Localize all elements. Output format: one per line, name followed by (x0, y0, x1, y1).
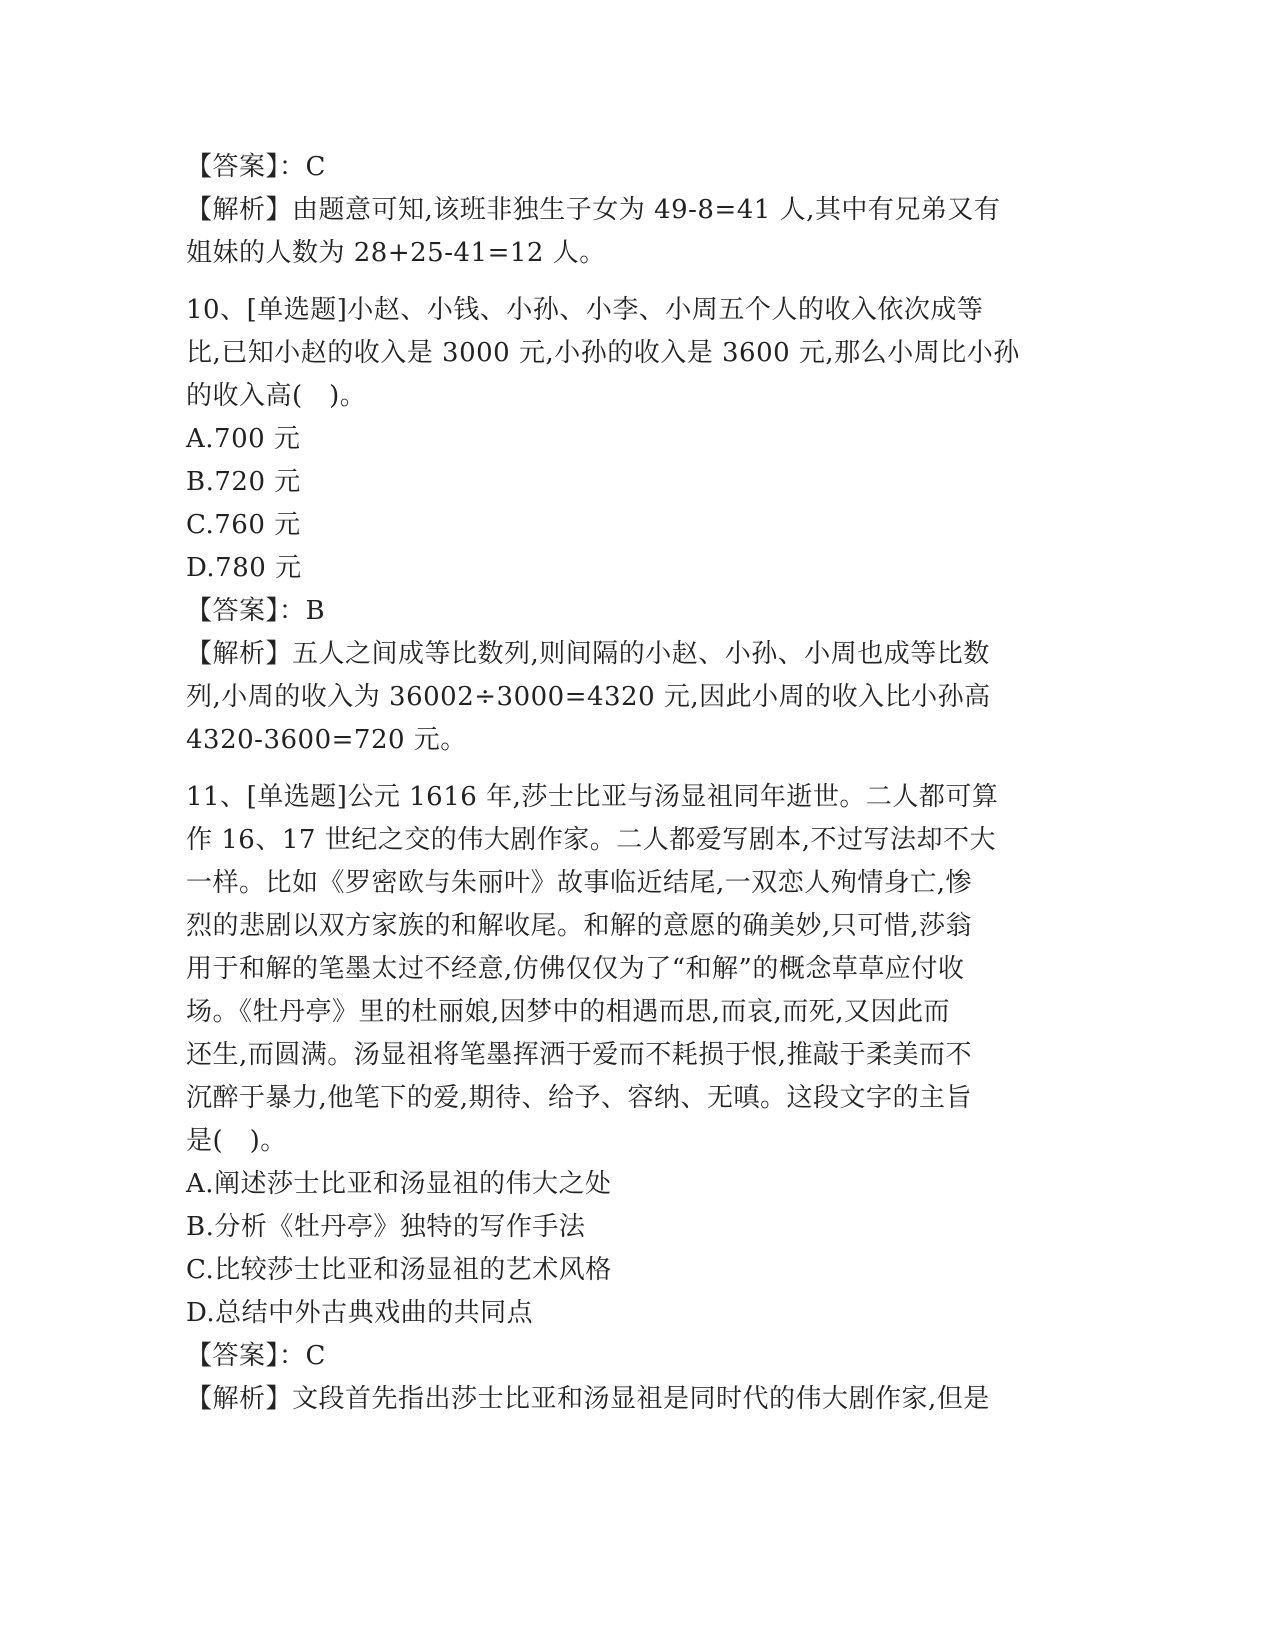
question-stem-line: 场。《牡丹亭》里的杜丽娘,因梦中的相遇而思,而哀,而死,又因此而 (186, 997, 951, 1027)
question-stem-line: 的收入高( )。 (186, 381, 367, 411)
option-c: C.760 元 (186, 510, 301, 540)
question-stem-line: 11、[单选题]公元 1616 年,莎士比亚与汤显祖同年逝世。二人都可算 (186, 782, 999, 812)
analysis-line: 4320-3600=720 元。 (186, 725, 467, 755)
option-a: A.阐述莎士比亚和汤显祖的伟大之处 (186, 1169, 612, 1199)
question-stem-line: 10、[单选题]小赵、小钱、小孙、小李、小周五个人的收入依次成等 (186, 295, 984, 325)
analysis-line: 【解析】文段首先指出莎士比亚和汤显祖是同时代的伟大剧作家,但是 (186, 1384, 990, 1414)
question-9-block (186, 146, 1086, 275)
question-10-block (186, 289, 1086, 762)
question-stem-line: 一样。比如《罗密欧与朱丽叶》故事临近结尾,一双恋人殉情身亡,惨 (186, 868, 973, 898)
question-stem-line: 是( )。 (186, 1126, 287, 1156)
document-page (186, 146, 1086, 1421)
analysis-line: 姐妹的人数为 28+25-41=12 人。 (186, 238, 606, 268)
option-b: B.分析《牡丹亭》独特的写作手法 (186, 1212, 586, 1242)
question-11-block (186, 776, 1086, 1421)
option-a: A.700 元 (186, 424, 301, 454)
question-stem-line: 还生,而圆满。汤显祖将笔墨挥洒于爱而不耗损于恨,推敲于柔美而不 (186, 1040, 973, 1070)
analysis-line: 【解析】由题意可知,该班非独生子女为 49-8=41 人,其中有兄弟又有 (186, 195, 1001, 225)
option-d: D.780 元 (186, 553, 302, 583)
analysis-line: 列,小周的收入为 36002÷3000=4320 元,因此小周的收入比小孙高 (186, 682, 991, 712)
option-d: D.总结中外古典戏曲的共同点 (186, 1298, 534, 1328)
spacer (186, 275, 1086, 289)
answer-line: 【答案】：C (186, 1341, 326, 1371)
question-stem-line: 用于和解的笔墨太过不经意,仿佛仅仅为了“和解”的概念草草应付收 (186, 954, 965, 984)
question-stem-line: 沉醉于暴力,他笔下的爱,期待、给予、容纳、无嗔。这段文字的主旨 (186, 1083, 973, 1113)
question-stem-line: 作 16、17 世纪之交的伟大剧作家。二人都爱写剧本,不过写法却不大 (186, 825, 996, 855)
spacer (186, 762, 1086, 776)
answer-line: 【答案】：C (186, 152, 326, 182)
analysis-line: 【解析】五人之间成等比数列,则间隔的小赵、小孙、小周也成等比数 (186, 639, 990, 669)
option-c: C.比较莎士比亚和汤显祖的艺术风格 (186, 1255, 612, 1285)
question-stem-line: 烈的悲剧以双方家族的和解收尾。和解的意愿的确美妙,只可惜,莎翁 (186, 911, 973, 941)
answer-line: 【答案】：B (186, 596, 326, 626)
question-stem-line: 比,已知小赵的收入是 3000 元,小孙的收入是 3600 元,那么小周比小孙 (186, 338, 1020, 368)
option-b: B.720 元 (186, 467, 301, 497)
